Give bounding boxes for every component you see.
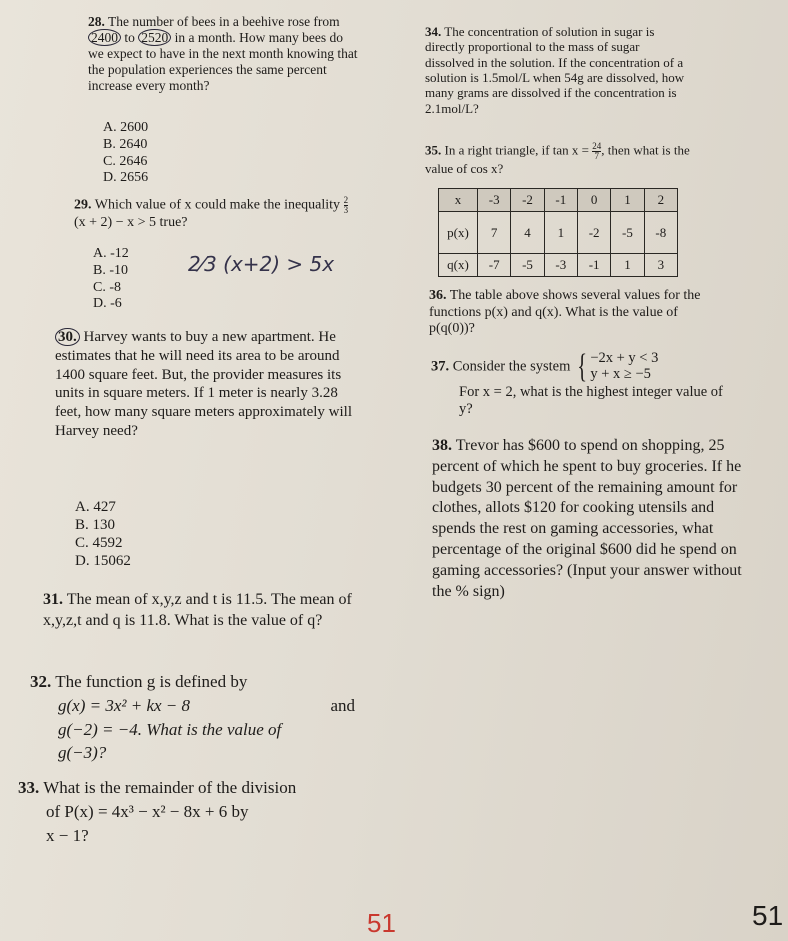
table-cell: p(x): [439, 212, 478, 254]
table-cell: x: [439, 189, 478, 212]
table-cell: 2: [644, 189, 677, 212]
table-row: [439, 254, 678, 277]
question-32: [30, 670, 355, 765]
question-31: [43, 590, 358, 632]
question-text: g(−2) = −4. What is the value of: [58, 719, 282, 739]
question-28: [88, 14, 358, 94]
question-text: to: [121, 29, 139, 45]
page-number-red: 51: [367, 908, 396, 938]
table-cell: 7: [478, 212, 511, 254]
question-number: 31.: [43, 591, 63, 608]
page-number-corner: 51: [752, 900, 784, 931]
option-c[interactable]: C. -8: [93, 279, 121, 295]
table-cell: -2: [511, 189, 544, 212]
table-cell: 3: [644, 254, 677, 277]
table-cell: -2: [577, 212, 610, 254]
question-number-circled: 30.: [55, 328, 80, 346]
question-30: [55, 328, 353, 441]
option-b[interactable]: B. 2640: [103, 136, 148, 152]
question-text: The mean of x,y,z and t is 11.5. The mean of x,y,z,t and q is 11.8. What is the value of q?: [43, 591, 352, 629]
table-cell: -5: [611, 212, 644, 254]
option-d[interactable]: D. -6: [93, 296, 122, 312]
q28-options: [103, 120, 148, 187]
q29-options: [93, 246, 129, 313]
question-number: 38.: [432, 437, 452, 454]
question-number: 28.: [88, 14, 105, 29]
fraction-two-thirds: $\frac{2}{3}$: [343, 195, 349, 215]
question-number: 36.: [429, 288, 447, 303]
table-cell: 4: [511, 212, 544, 254]
question-text: The table above shows several values for the functions p(x) and q(x). What is the value of p(q(0))?: [429, 288, 701, 337]
question-34: [425, 24, 690, 116]
question-text: The concentration of solution in sugar is directly proportional to the mass of sugar dissolved in the solution. If the concentration of a solution is 1.5mol/L when 54g are dissolved, how many grams are dissolved if the concentration is 2.1mol/L?: [425, 24, 685, 116]
question-number: 34.: [425, 24, 442, 39]
table-cell: -5: [511, 254, 544, 277]
question-number: 29.: [74, 197, 92, 213]
option-d[interactable]: D. 2656: [103, 170, 149, 186]
question-35: [425, 142, 700, 176]
table-cell: 1: [611, 254, 644, 277]
option-a[interactable]: A. -12: [93, 246, 129, 261]
question-text: Harvey wants to buy a new apartment. He estimates that he will need its area to be around 1400 square feet. But, the provider measures its units in square meters. If 1 meter is nearly 3.28 feet, how many square meters approximately will Harvey need?: [55, 329, 352, 439]
question-text: and: [330, 695, 355, 715]
option-a[interactable]: A. 2600: [103, 120, 149, 135]
function-values-table: [438, 188, 678, 277]
question-number: 37.: [431, 358, 450, 375]
table-cell: 1: [611, 189, 644, 212]
question-text: Which value of x could make the inequality: [94, 197, 344, 213]
table-cell: -1: [577, 254, 610, 277]
table-cell: -3: [478, 189, 511, 212]
inequality-system: [590, 351, 658, 383]
brace-symbol: {: [577, 348, 588, 385]
question-text: x − 1?: [46, 825, 89, 845]
question-33: [18, 776, 358, 847]
question-text: g(−3)?: [58, 743, 107, 763]
inequality-1: −2x + y < 3: [590, 350, 659, 367]
inequality-2: y + x ≥ −5: [590, 366, 651, 382]
option-b[interactable]: B. -10: [93, 262, 128, 278]
table-cell: -1: [544, 189, 577, 212]
table-cell: 0: [577, 189, 610, 212]
question-text: of P(x) = 4x³ − x² − 8x + 6 by: [46, 801, 249, 821]
question-38: [432, 436, 747, 602]
question-text: , then what is the value of cos x?: [425, 142, 690, 176]
question-text: Consider the system: [452, 358, 571, 375]
question-text: The function g is defined by: [55, 672, 248, 691]
question-37: [431, 350, 731, 418]
option-c[interactable]: C. 2646: [103, 153, 148, 169]
question-text: The number of bees in a beehive rose from: [108, 14, 340, 29]
option-a[interactable]: A. 427: [75, 499, 116, 515]
question-text: (x + 2) − x > 5 true?: [74, 215, 188, 230]
circled-value-2400: 2400: [88, 29, 121, 46]
question-36: [429, 288, 719, 338]
q30-options: [75, 498, 131, 570]
question-29: [74, 196, 359, 232]
question-text: For x = 2, what is the highest integer value of y?: [459, 384, 723, 418]
table-cell: -7: [478, 254, 511, 277]
option-b[interactable]: B. 130: [75, 517, 116, 533]
question-number: 33.: [18, 778, 40, 797]
table-header-row: [439, 189, 678, 212]
option-c[interactable]: C. 4592: [75, 535, 123, 551]
question-text: In a right triangle, if tan x =: [444, 142, 593, 158]
question-number: 32.: [30, 672, 52, 691]
question-text: in a month. How many bees do we expect to have in the next month knowing that the population experiences the same percent increase every month?: [88, 29, 358, 93]
table-cell: -8: [644, 212, 677, 254]
circled-value-2520: 2520: [138, 29, 171, 46]
handwritten-note: 2⁄3 (x+2) > 5x: [188, 252, 335, 276]
table-cell: 1: [544, 212, 577, 254]
question-text: What is the remainder of the division: [43, 778, 297, 797]
question-text: Trevor has $600 to spend on shopping, 25 percent of which he spent to buy groceries. If he budgets 30 percent of the remaining amount for clothes, allots $120 for cooking utensils and spends the rest on gaming accessories, what percentage of the original $600 did he spend on gaming accessories? (Input your answer without the % sign): [432, 437, 742, 600]
table-cell: q(x): [439, 254, 478, 277]
fraction-24-over-7: $\frac{24}{7}$: [592, 141, 602, 161]
table-row: [439, 212, 678, 254]
question-number: 35.: [425, 142, 442, 158]
table-cell: -3: [544, 254, 577, 277]
function-definition: g(x) = 3x² + kx − 8: [58, 695, 191, 715]
option-d[interactable]: D. 15062: [75, 553, 131, 569]
